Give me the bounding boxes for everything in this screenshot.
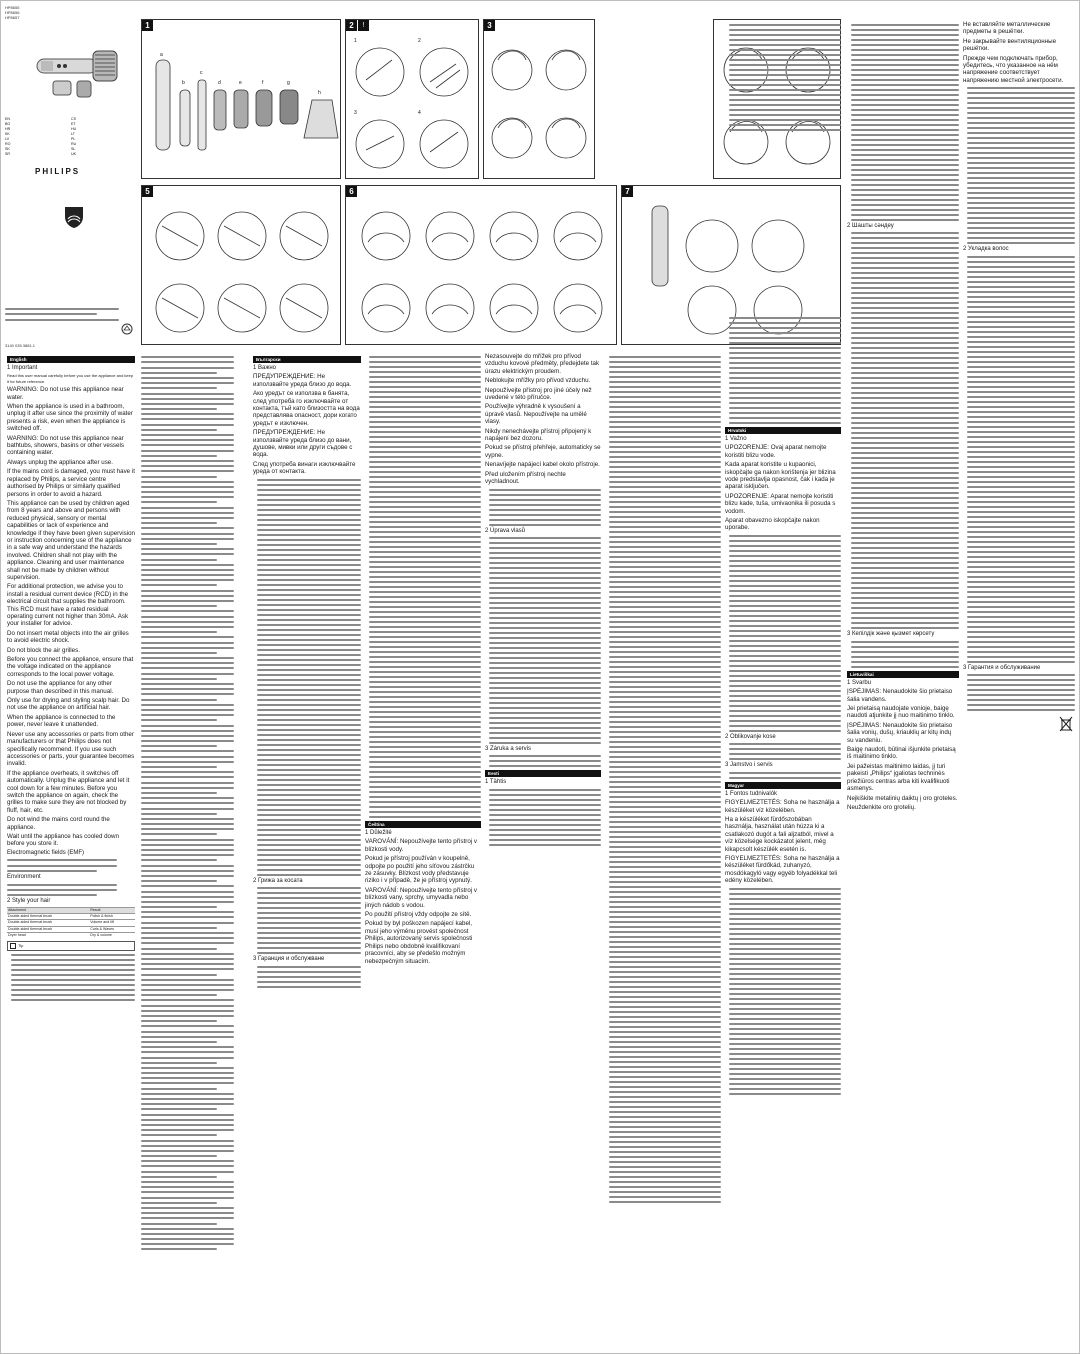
- warning-item: Neblokujte mřížky pro přívod vzduchu.: [485, 377, 591, 385]
- warning-item: Do not block the air grilles.: [7, 646, 80, 654]
- product-illustration: [33, 41, 125, 101]
- section-title: 1 Důležité: [365, 830, 392, 836]
- panel-number: 2: [346, 20, 357, 31]
- warning-item: Не закрывайте вентиляционные решётки.: [963, 37, 1057, 53]
- warning-item: Baigę naudoti, būtinai išjunkite prietaisą iš maitinimo tinklo.: [847, 746, 956, 761]
- lang-code: RO: [5, 142, 11, 146]
- panel-number: 7: [622, 186, 633, 197]
- warning-item: Pokud se přístroj přehřeje, automaticky se vypne.: [485, 444, 601, 459]
- svg-text:f: f: [262, 80, 264, 86]
- warning-item: Прежде чем подключать прибор, убедитесь, что указанное на нём напряжение соответствует напряжению местной электросети.: [963, 54, 1064, 84]
- cleaning-steps-illustration: [346, 20, 479, 179]
- section-title: 2 Úprava vlasů: [485, 527, 526, 534]
- warning-item: Kada aparat koristite u kupaonici, iskopčajte ga nakon korištenja jer blizina vode predstavlja opasnost, čak i kada je aparat isključen.: [725, 461, 836, 491]
- section-title: 3 Záruka a servis: [485, 745, 532, 752]
- document-number: 3140 035 3881.1: [5, 343, 36, 348]
- lang-code: PL: [71, 137, 76, 141]
- warning-item: FIGYELMEZTETÉS: Soha ne használja a készüléket fürdőkád, zuhanyzó, mosdókagyló vagy egyéb folyadékkal teli edény közelében.: [725, 854, 840, 885]
- warning-item: Do not insert metal objects into the air grilles to avoid electric shock.: [7, 629, 129, 645]
- warning-item: If the appliance overheats, it switches off automatically. Unplug the appliance and let it cool down for a few minutes. Before you switch the appliance on again, check the grilles to make sure they are not blocked by fluff, hair, etc.: [7, 769, 130, 814]
- warning-item: Po použití přístroj vždy odpojte ze sítě.: [365, 911, 472, 919]
- warning-item: Always unplug the appliance after use.: [7, 458, 113, 466]
- section-title: 1 Tähtis: [485, 779, 507, 786]
- warning-item: VAROVÁNÍ: Nepoužívejte tento přístroj v blízkosti vody.: [365, 838, 477, 853]
- warning-item: FIGYELMEZTETÉS: Soha ne használja a készüléket víz közelében.: [725, 799, 840, 814]
- warning-item: Never use any accessories or parts from other manufacturers or that Philips does not specifically recommend. If you use such accessories or parts, your guarantee becomes invalid.: [7, 730, 135, 768]
- warning-item: Ако уредът се използва в банята, след употреба го изключвайте от контакта, тъй като близостта на вода представлява опасност, дори когато уредът е изключен.: [253, 390, 360, 427]
- section-title: 3 Jamstvo i servis: [725, 762, 773, 769]
- panel-number: 3: [484, 20, 495, 31]
- warning-item: UPOZORENJE: Aparat nemojte koristiti blizu kade, tuša, umivaonika ili posuda s vodom.: [725, 492, 836, 515]
- parts-overview-illustration: [142, 20, 341, 179]
- section-title: 2 Грижа за косата: [253, 877, 303, 884]
- warning-item: UPOZORENJE: Ovaj aparat nemojte koristiti blizu vode.: [725, 444, 827, 459]
- warning-item: ПРЕДУПРЕЖДЕНИЕ: Не използвайте уреда близо до вани, душове, мивки или други съдове с вода.: [253, 429, 353, 459]
- language-heading: English: [7, 356, 135, 363]
- warning-item: Jei pažeistas maitinimo laidas, jį turi pakeisti „Philips“ įgaliotas techninės priežiūros centras arba kiti kvalifikuoti asmenys.: [847, 762, 950, 793]
- warning-item: WARNING: Do not use this appliance near water.: [7, 386, 124, 401]
- warning-item: For additional protection, we advise you to install a residual current device (RCD) in the electrical circuit that supplies the bathroom. This RCD must have a rated residual operating current not higher than 30mA. Ask your installer for advice.: [7, 583, 129, 628]
- model-line: HP8656: [5, 10, 20, 15]
- column-croatian: [725, 21, 841, 1347]
- language-heading: Lietuviškai: [847, 671, 959, 678]
- figure-panel-2: [345, 19, 479, 179]
- model-line: HP8655: [5, 5, 20, 10]
- lang-code: SL: [71, 147, 76, 151]
- warning-item: Before you connect the appliance, ensure that the voltage indicated on the appliance corresponds to the local power voltage.: [7, 656, 134, 678]
- svg-text:2: 2: [418, 38, 421, 44]
- warning-item: This appliance can be used by children aged from 8 years and above and persons with reduced physical, sensory or mental capabilities or lack of experience and knowledge if they have been given supervision or instruction concerning use of the appliance in a safe way and understand the hazards involved. Children shall not play with the appliance. Cleaning and user maintenance shall not be made by children without supervision.: [7, 499, 135, 581]
- warning-item: Pokud by byl poškozen napájecí kabel, musí jeho výměnu provést společnost Philips, autorizovaný servis společnosti Philips nebo obdobně kvalifikovaní pracovníci, aby se předešlo možným nebezpečným situacím.: [365, 920, 473, 965]
- column-english-continued: [141, 353, 249, 1347]
- column-czech: [365, 353, 481, 1347]
- tip-label: Tip: [18, 942, 24, 948]
- table-header: Result: [89, 907, 135, 913]
- section-title: 1 Fontos tudnivalók: [725, 790, 778, 797]
- tip-box: [7, 941, 135, 951]
- language-heading: Magyar: [725, 782, 841, 789]
- warning-item: Neįkiškite metalinių daiktų į oro groteles.: [847, 794, 958, 802]
- intro-text: Read this user manual carefully before you use the appliance and keep it for future reference.: [7, 373, 134, 384]
- warning-item: Nepoužívejte přístroj pro jiné účely než uvedené v této příručce.: [485, 386, 592, 402]
- recycle-icon: [121, 323, 133, 335]
- svg-text:e: e: [239, 80, 242, 86]
- curling-steps-illustration: [346, 186, 617, 345]
- table-row: Double-sided thermal brush Curls & Waves: [7, 926, 135, 932]
- svg-text:b: b: [182, 80, 185, 86]
- model-line: HP8657: [5, 15, 20, 20]
- table-header: Attachment: [7, 907, 89, 913]
- warning-item: Wait until the appliance has cooled down before you store it.: [7, 832, 119, 848]
- warning-item: Only use for drying and styling scalp hair. Do not use the appliance on artificial hair.: [7, 697, 130, 712]
- lang-code: CS: [71, 117, 76, 121]
- warning-item: ĮSPĖJIMAS: Nenaudokite šio prietaiso šalia vandens.: [847, 688, 953, 703]
- warning-item: Pokud je přístroj používán v koupelně, odpojte po použití jeho síťovou zástrčku ze zásuvky. Blízkost vody představuje riziko i v případě, že je přístroj vypnutý.: [365, 855, 475, 885]
- section-title: 1 Important: [7, 365, 38, 371]
- style-title: 2 Style your hair: [7, 898, 51, 905]
- lang-code: SR: [5, 152, 10, 156]
- section-title: 3 Кепілдік және қызмет көрсету: [847, 631, 935, 638]
- section-title: 2 Oblikovanje kose: [725, 733, 776, 740]
- emf-title: Electromagnetic fields (EMF): [7, 849, 85, 856]
- section-title: 1 Svarbu: [847, 679, 872, 686]
- warning-item: Не вставляйте металлические предметы в решётки.: [963, 21, 1051, 36]
- figure-panel-3: [483, 19, 595, 179]
- svg-text:a: a: [160, 52, 163, 58]
- warning-item: If the mains cord is damaged, you must have it replaced by Philips, a service centre authorised by Philips or similarly qualified persons in order to avoid a hazard.: [7, 468, 135, 498]
- lang-code: EN: [5, 117, 10, 121]
- section-title: 2 Укладка волос: [963, 246, 1009, 253]
- warning-item: Jei prietaisą naudojate vonioje, baigę naudoti atjunkite jį nuo maitinimo tinklo.: [847, 705, 955, 720]
- table-row: Double-sided thermal brush Volume and lift: [7, 920, 135, 926]
- warning-item: Nikdy nenechávejte přístroj připojený k napájení bez dozoru.: [485, 427, 592, 443]
- svg-text:1: 1: [354, 38, 357, 44]
- warning-item: Do not use the appliance for any other purpose than described in this manual.: [7, 680, 114, 695]
- attachment-table: [7, 907, 135, 939]
- warning-item: Ha a készüléket fürdőszobában használja, használat után húzza ki a csatlakozó dugót a fali aljzatból, mivel a víz közelsége kockázatot jelent, még kikapcsolt készülék esetén is.: [725, 815, 834, 853]
- language-heading: Hrvatski: [725, 427, 841, 434]
- column-bulgarian: [253, 353, 361, 1347]
- lang-code: KK: [5, 132, 10, 136]
- cover-column: [5, 5, 137, 357]
- warning-item: Aparat obavezno iskopčajte nakon uporabe.: [725, 517, 820, 532]
- panel-number: 6: [346, 186, 357, 197]
- warning-item: Před uložením přístroj nechte vychladnout.: [485, 470, 566, 486]
- warning-item: When the appliance is used in a bathroom, unplug it after use since the proximity of water presents a risk, even when the appliance is switched off.: [7, 403, 133, 433]
- warning-item: ĮSPĖJIMAS: Nenaudokite šio prietaiso šalia vonių, dušų, kriauklių ar kitų indų su vandeniu.: [847, 721, 953, 744]
- warning-item: Používejte výhradně k vysoušení a úpravě vlasů. Nepoužívejte na umělé vlasy.: [485, 403, 587, 426]
- brand-wordmark: PHILIPS: [35, 167, 81, 176]
- lang-code: LV: [5, 137, 10, 141]
- figure-panel-1: [141, 19, 341, 179]
- lang-code: RU: [71, 142, 77, 146]
- panel-number: 1: [142, 20, 153, 31]
- language-list: [5, 117, 137, 157]
- section-title: 3 Гаранция и обслужване: [253, 956, 325, 963]
- section-title: 1 Važno: [725, 436, 747, 442]
- lang-code: HU: [71, 127, 77, 131]
- warning-icon: !: [358, 20, 369, 31]
- environment-title: Environment: [7, 873, 41, 880]
- warning-item: След употреба винаги изключвайте уреда от контакта.: [253, 460, 356, 476]
- svg-text:h: h: [318, 90, 321, 96]
- warning-item: Nezasouvejte do mřížek pro přívod vzduchu kovové předměty, předejdete tak úrazu elektrickým proudem.: [485, 353, 600, 375]
- warning-item: ПРЕДУПРЕЖДЕНИЕ: Не използвайте уреда близо до вода.: [253, 373, 352, 388]
- lang-code: ET: [71, 122, 76, 126]
- brushing-steps-illustration: [142, 186, 341, 345]
- footer-note: [5, 305, 137, 324]
- warning-item: Nenavíjejte napájecí kabel okolo přístroje.: [485, 461, 600, 469]
- tip-icon: [10, 943, 16, 949]
- panel-number: 5: [142, 186, 153, 197]
- warning-item: Neuždenkite oro grotelių.: [847, 803, 916, 811]
- column-english: [7, 353, 135, 1347]
- language-heading: Български: [253, 356, 361, 363]
- svg-text:g: g: [287, 80, 290, 86]
- warning-item: When the appliance is connected to the power, never leave it unattended.: [7, 713, 116, 729]
- table-row: Dryer head Dry & volume: [7, 933, 135, 939]
- svg-text:d: d: [218, 80, 221, 86]
- section-title: 1 Важно: [253, 365, 277, 371]
- figure-panel-5: [141, 185, 341, 345]
- language-heading: Čeština: [365, 821, 481, 828]
- lang-code: UK: [71, 152, 76, 156]
- svg-text:3: 3: [354, 110, 357, 116]
- warning-item: Do not wind the mains cord round the appliance.: [7, 816, 110, 831]
- lang-code: BG: [5, 122, 11, 126]
- model-numbers: [5, 5, 137, 20]
- philips-shield-icon: [63, 205, 85, 229]
- table-row: Double-sided thermal brush Polish & finish: [7, 913, 135, 919]
- svg-text:c: c: [200, 70, 203, 76]
- drying-steps-illustration: [484, 20, 595, 179]
- figure-panel-6: [345, 185, 617, 345]
- warning-item: WARNING: Do not use this appliance near bathtubs, showers, basins or other vessels containing water.: [7, 434, 124, 457]
- lang-code: SK: [5, 147, 10, 151]
- crossed-bin-icon: [1059, 716, 1073, 732]
- warning-item: VAROVÁNÍ: Nepoužívejte tento přístroj v blízkosti vany, sprchy, umyvadla nebo jiných nádob s vodou.: [365, 886, 477, 909]
- svg-text:4: 4: [418, 110, 421, 116]
- column-kazakh: [847, 21, 959, 1347]
- lang-code: LT: [71, 132, 75, 136]
- section-title: 2 Шашты сәндеу: [847, 223, 894, 229]
- column-russian: [963, 21, 1075, 1347]
- lang-code: HR: [5, 127, 11, 131]
- section-title: 3 Гарантия и обслуживание: [963, 664, 1041, 671]
- column-czech-continued: [485, 353, 601, 1347]
- language-heading: Eesti: [485, 770, 601, 777]
- column-estonian: [605, 353, 721, 1347]
